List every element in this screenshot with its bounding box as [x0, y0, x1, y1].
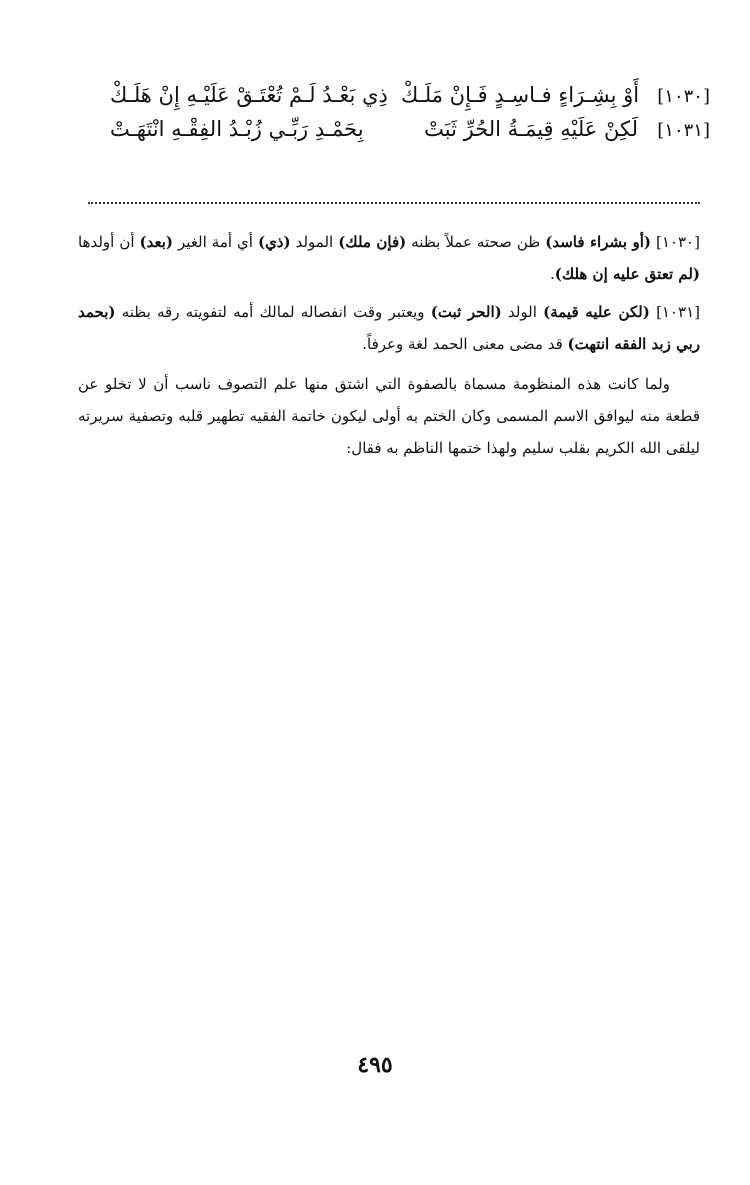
commentary-quote: (بحمد ربي زبد الفقه انتهت) [78, 303, 700, 353]
intro-paragraph: ولما كانت هذه المنظومة مسماة بالصفوة التي اشتق منها علم التصوف ناسب أن لا تخلو عن قطعة منه ليوافق الاسم المسمى وكان الختم به أولى ليكون خاتمة الفقيه تطهير قلبه وتصفية سريرته ليلقى الله الكريم بقلب سليم ولهذا ختمها الناظم به فقال: [78, 375, 700, 457]
commentary-section [78, 226, 700, 470]
commentary-text: قد مضى معنى الحمد لغة وعرفاً. [362, 335, 568, 353]
verse-first-hemistich: أَوْ بِشِـرَاءٍ فـاسِـدٍ فَـإِنْ مَلَـكْ [400, 83, 640, 107]
commentary-quote: (فإن ملك) [338, 233, 407, 251]
commentary-text: ظن صحته عملاً بظنه [406, 233, 546, 251]
commentary-quote: (الحر ثبت) [430, 303, 502, 321]
commentary-number: [١٠٣٠] [656, 233, 700, 251]
commentary-quote: (لم تعتق عليه إن هلك) [554, 265, 700, 283]
commentary-text: أي أمة الغير [173, 233, 258, 251]
commentary-quote: (لكن عليه قيمة) [543, 303, 650, 321]
verse-block [110, 78, 710, 146]
dotted-divider [88, 202, 700, 204]
verse-number: [١٠٣١] [657, 120, 710, 141]
verse-second-hemistich: بِحَمْـدِ رَبِّـي زُبْـدُ الفِقْـهِ انْتَهَـتْ [110, 117, 364, 141]
verse-second-hemistich: ذِي بَعْـدُ لَـمْ تُعْتَـقْ عَلَيْـهِ إِنْ هَلَـكْ [110, 83, 388, 107]
commentary-text: الولد [501, 303, 544, 321]
commentary-text: أن أولدها [78, 233, 140, 251]
verse-number: [١٠٣٠] [657, 86, 710, 107]
verse-line [110, 112, 710, 146]
commentary-quote: (ذي) [257, 233, 291, 251]
commentary-text: المولد [290, 233, 339, 251]
verse-line [110, 78, 710, 112]
commentary-text: . [549, 265, 555, 283]
verse-first-hemistich: لَكِنْ عَلَيْهِ قِيمَـةُ الحُرِّ ثَبَتْ [424, 117, 638, 141]
commentary-quote: (بعد) [139, 233, 174, 251]
commentary-number: [١٠٣١] [656, 303, 701, 321]
commentary-quote: (أو بشراء فاسد) [545, 233, 652, 251]
page-number: ٤٩٥ [357, 1052, 393, 1078]
commentary-paragraph [78, 296, 700, 360]
commentary-paragraph [78, 226, 700, 290]
commentary-text: ويعتبر وقت انفصاله لمالك أمه لتفويته رقه بظنه [115, 303, 431, 321]
